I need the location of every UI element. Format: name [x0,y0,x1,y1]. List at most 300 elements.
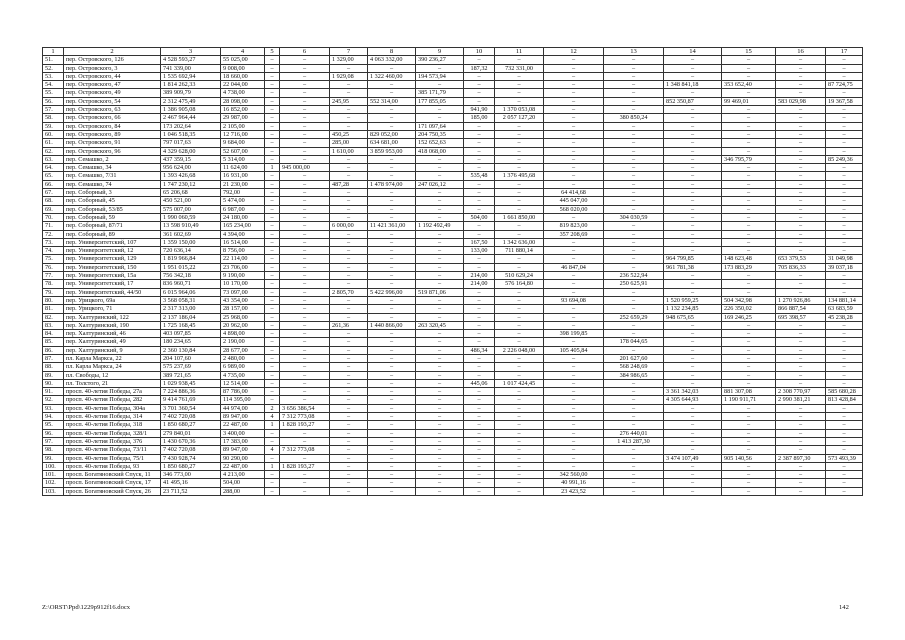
value-cell: – [664,147,722,155]
value-cell: 385 171,79 [416,89,464,97]
value-cell: 3 701 360,54 [161,404,221,412]
address-cell: пер. Семашко, 34 [64,164,161,172]
value-cell: 4 305 644,93 [664,396,722,404]
value-cell: 1 413 287,30 [604,437,664,445]
value-cell: 1 661 850,00 [495,213,544,221]
value-cell: – [265,89,280,97]
row-number: 90. [43,379,64,387]
value-cell: – [280,379,330,387]
value-cell: – [368,230,416,238]
value-cell: – [265,479,280,487]
value-cell: 390 236,27 [416,56,464,64]
value-cell: 261,36 [330,321,368,329]
value-cell: 1 359 150,00 [161,238,221,246]
address-cell: пер. Семашко, 74 [64,180,161,188]
value-cell: – [330,89,368,97]
value-cell: – [265,180,280,188]
value-cell: 4 063 332,00 [368,56,416,64]
address-cell: пер. Халтуринский, 190 [64,321,161,329]
value-cell: – [604,247,664,255]
value-cell: – [722,288,776,296]
value-cell: – [826,172,863,180]
value-cell: – [368,363,416,371]
value-cell: – [664,122,722,130]
value-cell: 5 314,00 [221,155,265,163]
value-cell: – [280,189,330,197]
value-cell: 711 880,14 [495,247,544,255]
value-cell: 1 430 670,36 [161,437,221,445]
table-row [43,338,863,346]
value-cell: – [544,280,604,288]
value-cell: – [495,56,544,64]
value-cell: – [544,147,604,155]
address-cell: пер. Урицкого, 71 [64,305,161,313]
address-cell: пер. Университетский, 17 [64,280,161,288]
value-cell: 187,32 [464,64,495,72]
value-cell: – [416,346,464,354]
value-cell: – [495,263,544,271]
value-cell: – [826,122,863,130]
row-number: 93. [43,404,64,412]
value-cell: 5 422 996,00 [368,288,416,296]
value-cell: – [722,130,776,138]
value-cell: 24 180,00 [221,213,265,221]
value-cell: 39 037,18 [826,263,863,271]
value-cell: – [265,487,280,495]
value-cell: – [604,255,664,263]
table-row [43,437,863,445]
value-cell: – [265,155,280,163]
value-cell: 7 312 773,08 [280,446,330,454]
address-cell: пер. Халтуринский, 46 [64,330,161,338]
value-cell: 23 423,52 [544,487,604,495]
value-cell: 4 329 628,00 [161,147,221,155]
value-cell: 1 [265,462,280,470]
value-cell: – [330,388,368,396]
value-cell: – [826,462,863,470]
row-number: 65. [43,172,64,180]
value-cell: – [664,429,722,437]
table-row [43,81,863,89]
value-cell: – [416,238,464,246]
value-cell: 585 680,28 [826,388,863,396]
value-cell: – [604,106,664,114]
row-number: 83. [43,321,64,329]
value-cell: 829 052,00 [368,130,416,138]
column-number: 8 [368,48,416,56]
value-cell: – [464,429,495,437]
value-cell: – [495,155,544,163]
value-cell: – [280,130,330,138]
row-number: 100. [43,462,64,470]
value-cell: – [495,354,544,362]
value-cell: – [776,446,826,454]
address-cell: пер. Островского, 91 [64,139,161,147]
value-cell: – [826,487,863,495]
value-cell: – [604,396,664,404]
value-cell: – [544,130,604,138]
value-cell: 2 480,00 [221,354,265,362]
value-cell: – [495,288,544,296]
value-cell: 535,48 [464,172,495,180]
value-cell: 956 624,00 [161,164,221,172]
value-cell: – [416,155,464,163]
table-row [43,413,863,421]
value-cell: – [416,330,464,338]
value-cell: – [368,413,416,421]
value-cell: – [330,437,368,445]
address-cell: пер. Университетский, 150 [64,263,161,271]
value-cell: 575 237,69 [161,363,221,371]
row-number: 55. [43,89,64,97]
value-cell: – [722,197,776,205]
value-cell: – [416,255,464,263]
value-cell: 695 398,57 [776,313,826,321]
value-cell: – [416,338,464,346]
value-cell: – [464,437,495,445]
value-cell: – [604,164,664,172]
table-row [43,379,863,387]
value-cell: – [544,172,604,180]
value-cell: – [722,446,776,454]
value-cell: – [330,313,368,321]
value-cell: – [495,313,544,321]
value-cell: – [664,89,722,97]
value-cell: 9 008,00 [221,64,265,72]
value-cell: – [464,122,495,130]
value-cell: – [604,222,664,230]
value-cell: – [664,180,722,188]
value-cell: – [664,280,722,288]
table-body [43,48,863,496]
column-number: 13 [604,48,664,56]
value-cell: – [330,155,368,163]
address-cell: пер. Семашко, 2 [64,155,161,163]
value-cell: – [280,255,330,263]
value-cell: – [544,114,604,122]
value-cell: – [330,305,368,313]
value-cell: – [464,130,495,138]
value-cell: – [826,89,863,97]
value-cell: – [664,487,722,495]
value-cell: – [495,296,544,304]
value-cell: – [776,222,826,230]
value-cell: – [776,379,826,387]
value-cell: 4 213,00 [221,471,265,479]
value-cell: 881 307,08 [722,388,776,396]
value-cell: 504 342,98 [722,296,776,304]
value-cell: – [826,330,863,338]
value-cell: – [664,330,722,338]
value-cell: 18 660,00 [221,72,265,80]
value-cell: – [776,164,826,172]
value-cell: – [330,106,368,114]
value-cell: – [280,155,330,163]
value-cell: – [544,388,604,396]
value-cell: – [368,479,416,487]
value-cell: 2 317 313,00 [161,305,221,313]
value-cell: – [664,354,722,362]
value-cell: – [722,487,776,495]
value-cell: – [776,421,826,429]
value-cell: 1 929,08 [330,72,368,80]
table-row [43,404,863,412]
value-cell: – [464,313,495,321]
value-cell: – [544,72,604,80]
value-cell: 3 400,00 [221,429,265,437]
value-cell: – [604,487,664,495]
value-cell: – [416,114,464,122]
value-cell: – [464,388,495,396]
value-cell: – [330,64,368,72]
value-cell: 948 675,65 [664,313,722,321]
table-row [43,205,863,213]
address-cell: пер. Островского, 66 [64,114,161,122]
table-row [43,180,863,188]
row-number: 53. [43,72,64,80]
value-cell: – [280,222,330,230]
value-cell: – [464,155,495,163]
value-cell: – [265,471,280,479]
value-cell: – [826,479,863,487]
value-cell: – [280,139,330,147]
value-cell: – [368,106,416,114]
value-cell: – [722,437,776,445]
value-cell: – [495,429,544,437]
value-cell: – [265,429,280,437]
value-cell: – [368,330,416,338]
value-cell: – [280,471,330,479]
value-cell: – [464,462,495,470]
value-cell: – [776,72,826,80]
address-cell: просп. 40-летия Победы, 27а [64,388,161,396]
value-cell: – [495,122,544,130]
value-cell: – [495,454,544,462]
row-number: 63. [43,155,64,163]
value-cell: – [722,122,776,130]
row-number: 85. [43,338,64,346]
value-cell: – [330,122,368,130]
row-number: 98. [43,446,64,454]
table-row [43,106,863,114]
value-cell: 134 881,14 [826,296,863,304]
value-cell: – [280,147,330,155]
value-cell: – [826,197,863,205]
address-cell: пер. Островского, 47 [64,81,161,89]
value-cell: – [776,413,826,421]
table-row [43,471,863,479]
value-cell: – [464,222,495,230]
value-cell: 194 573,94 [416,72,464,80]
value-cell: – [265,139,280,147]
row-number: 103. [43,487,64,495]
value-cell: 46 847,04 [544,263,604,271]
value-cell: – [368,388,416,396]
value-cell: – [265,172,280,180]
row-number: 87. [43,354,64,362]
value-cell: – [722,213,776,221]
value-cell: – [544,363,604,371]
row-number: 68. [43,197,64,205]
value-cell: – [464,139,495,147]
value-cell: 2 467 964,44 [161,114,221,122]
value-cell: – [664,213,722,221]
address-cell: пер. Университетский, 107 [64,238,161,246]
value-cell: 346 795,79 [722,155,776,163]
value-cell: 17 383,00 [221,437,265,445]
value-cell: 1 747 230,12 [161,180,221,188]
value-cell: – [722,338,776,346]
value-cell: – [664,462,722,470]
value-cell: 279 840,01 [161,429,221,437]
value-cell: – [280,454,330,462]
value-cell: 4 [265,413,280,421]
value-cell: – [330,330,368,338]
value-cell: 16 514,00 [221,238,265,246]
value-cell: – [722,106,776,114]
address-cell: просп. 40-летия Победы, 318 [64,421,161,429]
value-cell: – [495,421,544,429]
value-cell: – [604,413,664,421]
table-row [43,164,863,172]
value-cell: 384 986,65 [604,371,664,379]
value-cell: – [776,106,826,114]
value-cell: 8 756,00 [221,247,265,255]
row-number: 67. [43,189,64,197]
value-cell: – [416,379,464,387]
row-number: 80. [43,296,64,304]
value-cell: – [265,72,280,80]
value-cell: – [330,471,368,479]
value-cell: 819 823,00 [544,222,604,230]
value-cell: – [776,404,826,412]
table-row [43,396,863,404]
value-cell: – [265,272,280,280]
value-cell: – [495,330,544,338]
value-cell: – [826,106,863,114]
table-row [43,371,863,379]
value-cell: – [664,379,722,387]
value-cell: 1 190 911,71 [722,396,776,404]
value-cell: 1 850 680,27 [161,462,221,470]
value-cell: – [604,155,664,163]
value-cell: – [280,97,330,105]
table-row [43,97,863,105]
value-cell: 450,25 [330,130,368,138]
value-cell: 5 474,00 [221,197,265,205]
address-cell: пер. Соборный, 53/85 [64,205,161,213]
value-cell: – [280,305,330,313]
value-cell: – [664,421,722,429]
value-cell: 90 290,00 [221,454,265,462]
table-row [43,247,863,255]
value-cell: – [544,97,604,105]
value-cell: 7 224 886,36 [161,388,221,396]
value-cell: – [722,189,776,197]
value-cell: – [265,130,280,138]
value-cell: – [280,388,330,396]
value-cell: – [330,230,368,238]
value-cell: 575 007,00 [161,205,221,213]
value-cell: – [544,421,604,429]
value-cell: 1 [265,164,280,172]
value-cell: – [776,247,826,255]
value-cell: – [664,230,722,238]
value-cell: 2 057 127,20 [495,114,544,122]
value-cell: 44 974,00 [221,404,265,412]
value-cell: – [604,197,664,205]
value-cell: – [664,288,722,296]
value-cell: 285,00 [330,139,368,147]
table-row [43,429,863,437]
value-cell: – [330,255,368,263]
value-cell: 389 721,65 [161,371,221,379]
value-cell: 22 114,00 [221,255,265,263]
value-cell: – [544,437,604,445]
value-cell: – [368,89,416,97]
value-cell: 4 394,00 [221,230,265,238]
value-cell: 741 339,00 [161,64,221,72]
value-cell: 9 190,00 [221,272,265,280]
value-cell: – [368,371,416,379]
value-cell: – [722,238,776,246]
address-cell: пер. Соборный, 3 [64,189,161,197]
value-cell: – [464,72,495,80]
value-cell: – [416,64,464,72]
value-cell: – [776,272,826,280]
value-cell: 28 677,00 [221,346,265,354]
value-cell: – [664,471,722,479]
value-cell: – [265,296,280,304]
value-cell: – [722,413,776,421]
row-number: 57. [43,106,64,114]
value-cell: – [265,330,280,338]
row-number: 66. [43,180,64,188]
value-cell: 236 522,94 [604,272,664,280]
value-cell: – [722,354,776,362]
value-cell: 23 706,00 [221,263,265,271]
address-cell: пер. Университетский, 12 [64,247,161,255]
value-cell: – [368,462,416,470]
value-cell: – [265,371,280,379]
value-cell: – [464,189,495,197]
value-cell: – [416,313,464,321]
value-cell: 4 [265,446,280,454]
row-number: 99. [43,454,64,462]
address-cell: просп. Богатяновский Спуск, 17 [64,479,161,487]
value-cell: – [604,305,664,313]
value-cell: 180 234,65 [161,338,221,346]
row-number: 84. [43,330,64,338]
value-cell: – [330,114,368,122]
value-cell: – [776,280,826,288]
address-cell: пл. Карла Маркса, 24 [64,363,161,371]
value-cell: – [776,139,826,147]
value-cell: – [416,263,464,271]
address-cell: пер. Островского, 84 [64,122,161,130]
value-cell: – [604,462,664,470]
table-row [43,321,863,329]
row-number: 58. [43,114,64,122]
value-cell: 52 607,00 [221,147,265,155]
value-cell: 357 208,69 [544,230,604,238]
value-cell: – [604,130,664,138]
value-cell: – [265,64,280,72]
table-row [43,114,863,122]
value-cell: – [280,247,330,255]
value-cell: – [464,81,495,89]
value-cell: – [265,263,280,271]
